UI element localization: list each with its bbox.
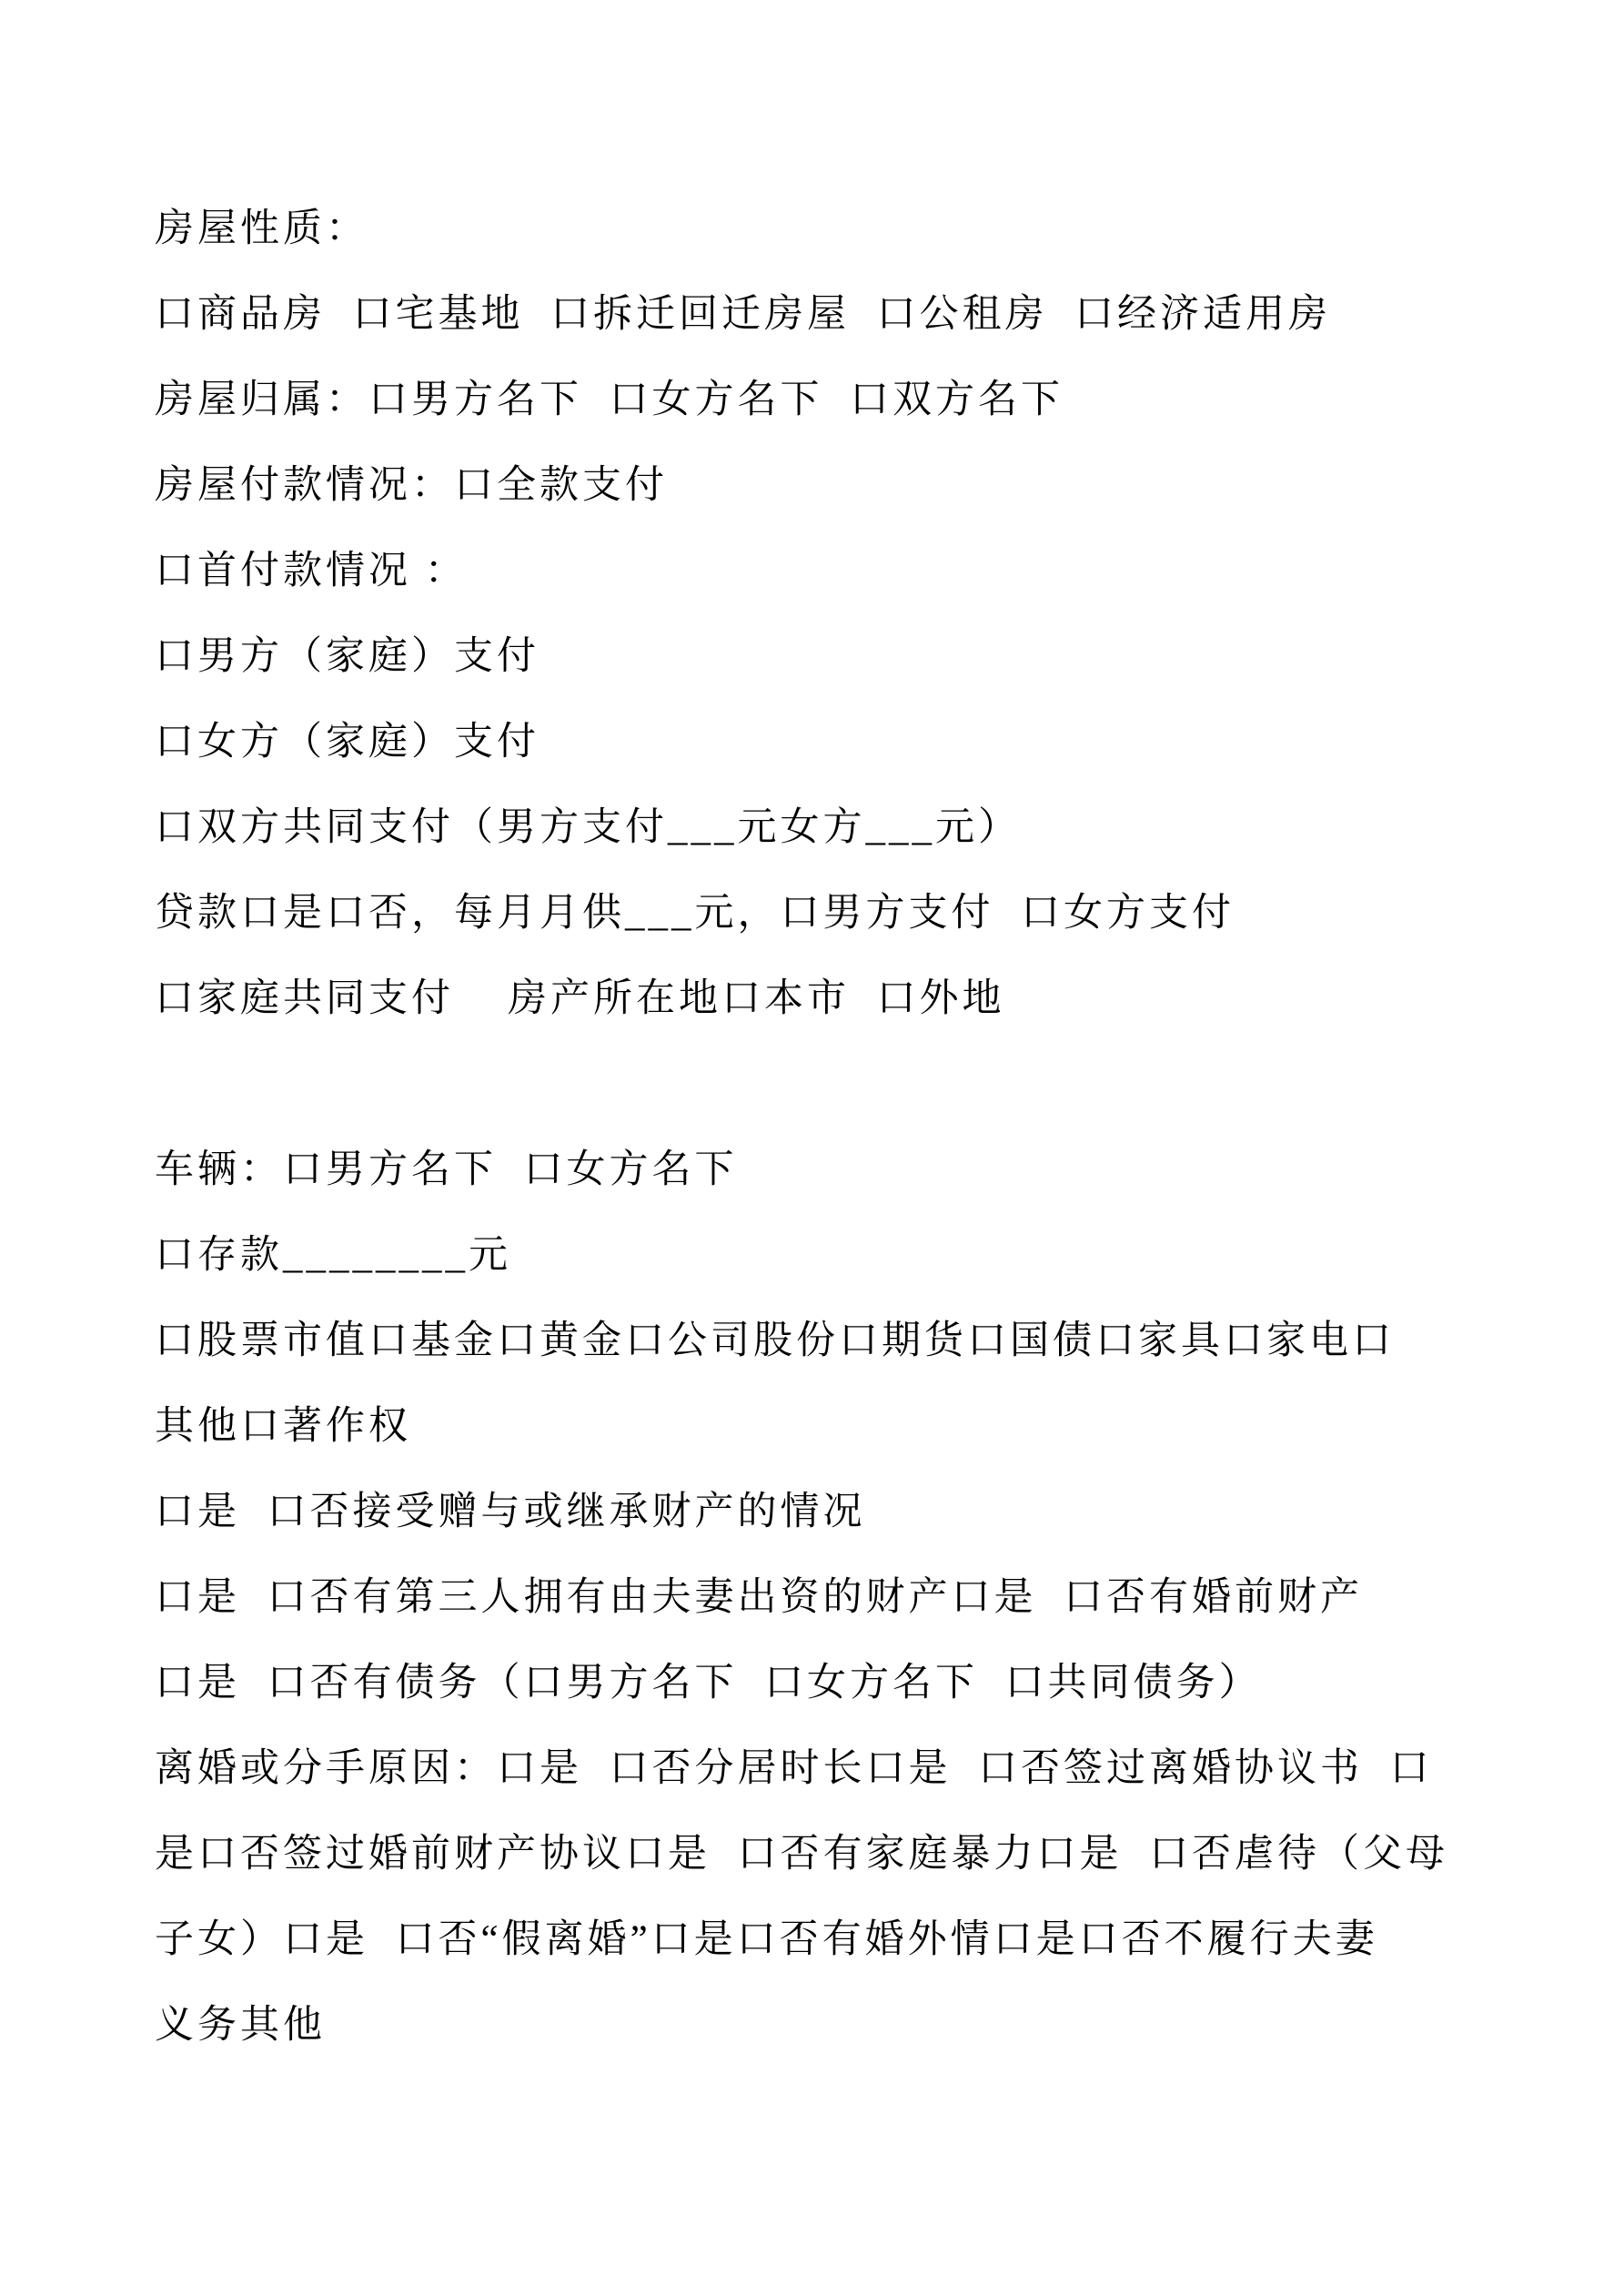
- divorce-reason-line3: 子女）口是 口否“假离婚”口是口否有婚外情口是口否不履行夫妻: [155, 1918, 1378, 1961]
- house-ownership-options: 房屋归属：口男方名下 口女方名下 口双方名下: [155, 379, 1064, 421]
- house-payment-status: 房屋付款情况：口全款支付: [155, 464, 668, 507]
- assets-options-line2: 其他口著作权: [155, 1405, 411, 1448]
- down-payment-heading: 口首付款情况 ：: [155, 550, 468, 592]
- house-nature-heading: 房屋性质：: [155, 207, 368, 250]
- third-party-premarital-line: 口是 口否有第三人拥有由夫妻出资的财产口是 口否有婚前财产: [155, 1576, 1363, 1619]
- family-payment-and-location: 口家庭共同支付 房产所在地口本市 口外地: [155, 977, 1005, 1020]
- gift-inheritance-line: 口是 口否接受赠与或继承财产的情况: [155, 1491, 866, 1533]
- divorce-reason-line4: 义务其他: [155, 2004, 326, 2047]
- deposit-amount-line: 口存款________元: [155, 1234, 511, 1277]
- debt-options-line: 口是 口否有债务（口男方名下 口女方名下 口共同债务）: [155, 1662, 1262, 1704]
- loan-options: 贷款口是口否，每月月供___元，口男方支付 口女方支付: [155, 892, 1235, 935]
- blank-line: [155, 1042, 1515, 1128]
- house-type-options: 口商品房 口宅基地 口拆迁回迁房屋 口公租房 口经济适用房: [155, 293, 1331, 336]
- down-payment-female-option: 口女方（家庭）支付: [155, 721, 540, 764]
- down-payment-joint-option: 口双方共同支付（男方支付___元女方___元）: [155, 806, 1021, 849]
- divorce-reason-line1: 离婚或分手原因：口是 口否分居时长口是 口否签过离婚协议书 口: [155, 1747, 1433, 1790]
- assets-options-line1: 口股票市值口基金口黄金口公司股份口期货口国债口家具口家电口: [155, 1320, 1395, 1362]
- down-payment-male-option: 口男方（家庭）支付: [155, 635, 540, 678]
- vehicle-options: 车辆：口男方名下 口女方名下: [155, 1148, 738, 1191]
- divorce-reason-line2: 是口否签过婚前财产协议口是 口否有家庭暴力口是 口否虐待（父母: [155, 1833, 1448, 1876]
